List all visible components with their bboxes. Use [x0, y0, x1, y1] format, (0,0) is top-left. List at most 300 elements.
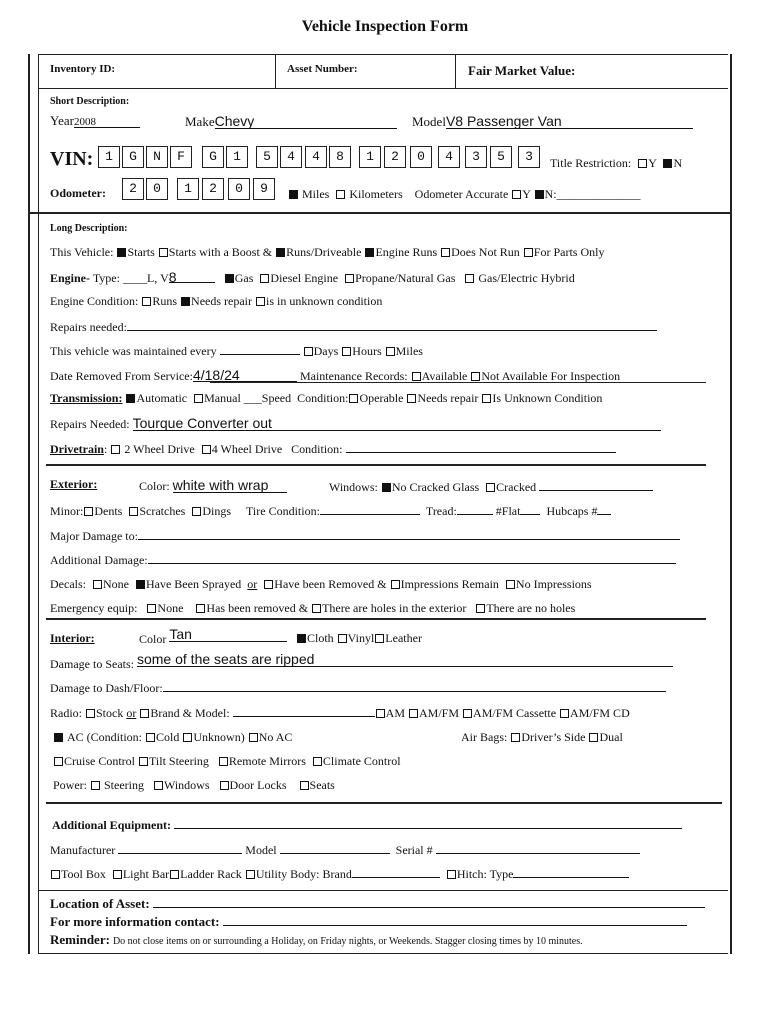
- transmission-repairs-value[interactable]: Tourque Converter out: [133, 415, 661, 431]
- transmission-repairs-row: [50, 415, 661, 432]
- vin-char-box[interactable]: 5: [490, 146, 512, 168]
- engine-runs-checkbox[interactable]: [365, 248, 374, 257]
- transmission-needs-repair-label: Needs repair: [417, 391, 479, 405]
- days-label: Days: [313, 344, 339, 358]
- dual-checkbox[interactable]: [589, 733, 598, 742]
- no-ac-label: No AC: [258, 730, 293, 744]
- cloth-checkbox[interactable]: [297, 634, 306, 643]
- damage-seats-label: Damage to Seats:: [50, 657, 134, 671]
- cruise-control-label: Cruise Control: [64, 754, 135, 768]
- hitch-label: Hitch: Type: [456, 867, 514, 881]
- transmission-needs-repair-checkbox[interactable]: [407, 394, 416, 403]
- hours-checkbox[interactable]: [342, 347, 351, 356]
- does-not-run-label: Does Not Run: [451, 245, 520, 259]
- tire-condition-label: Tire Condition:: [246, 504, 320, 518]
- interior-color-field: [139, 626, 287, 646]
- decals-label: Decals:: [50, 577, 86, 591]
- amfm-checkbox[interactable]: [409, 709, 418, 718]
- no-cracked-glass-label: No Cracked Glass: [391, 480, 480, 494]
- ac-unknown-checkbox[interactable]: [183, 733, 192, 742]
- vin-char-box[interactable]: 4: [438, 146, 460, 168]
- engine-condition-label: Engine Condition:: [50, 294, 139, 308]
- ac-unknown-label: Unknown): [193, 730, 245, 744]
- no-ac-checkbox[interactable]: [249, 733, 258, 742]
- this-vehicle-row: [50, 245, 604, 260]
- remote-mirrors-checkbox[interactable]: [219, 757, 228, 766]
- starts-boost-checkbox[interactable]: [159, 248, 168, 257]
- repairs-needed-row: [50, 319, 657, 335]
- interior-label: Interior:: [50, 631, 95, 645]
- additional-equipment-row: [52, 817, 682, 833]
- asset-number-label: Asset Number:: [287, 63, 358, 75]
- radio-brand-checkbox[interactable]: [140, 709, 149, 718]
- holes-checkbox[interactable]: [312, 604, 321, 613]
- interior-label-wrap: [50, 631, 95, 646]
- equipment-model-field[interactable]: [280, 842, 390, 854]
- short-description-label: Short Description:: [50, 96, 130, 107]
- records-available-checkbox[interactable]: [412, 372, 421, 381]
- hubcaps-label: Hubcaps #: [546, 504, 598, 518]
- four-wheel-drive-checkbox[interactable]: [202, 445, 211, 454]
- vin-char-box[interactable]: G: [202, 146, 224, 168]
- impressions-remain-label: Impressions Remain: [400, 577, 499, 591]
- decals-removed-label: Have been Removed &: [274, 577, 387, 591]
- starts-checkbox[interactable]: [117, 248, 126, 257]
- ac-row: [53, 730, 292, 745]
- windows-field: [329, 479, 653, 495]
- model-label: Model: [412, 114, 446, 129]
- engine-condition-row: [50, 294, 382, 309]
- power-windows-label: Windows: [164, 778, 210, 792]
- four-wheel-drive-label: 4 Wheel Drive: [211, 442, 283, 456]
- engine-label: Engine-: [50, 271, 91, 285]
- ac-cold-label: Cold: [156, 730, 180, 744]
- no-impressions-checkbox[interactable]: [506, 580, 515, 589]
- miles-label: Miles: [302, 187, 330, 201]
- damage-dash-field[interactable]: [163, 680, 666, 692]
- power-windows-checkbox[interactable]: [154, 781, 163, 790]
- ac-label: AC (Condition:: [67, 730, 143, 744]
- divider: [38, 54, 728, 55]
- divider: [46, 618, 706, 620]
- decals-sprayed-label: Have Been Sprayed: [145, 577, 242, 591]
- automatic-label: Automatic: [136, 391, 188, 405]
- vinyl-label: Vinyl: [347, 631, 375, 645]
- radio-brand-label: Brand & Model:: [150, 706, 230, 720]
- vin-char-box[interactable]: 0: [410, 146, 432, 168]
- odometer-digit-box[interactable]: 2: [122, 178, 144, 200]
- contact-field[interactable]: [223, 914, 687, 926]
- transmission-repairs-label: Repairs Needed:: [50, 417, 130, 431]
- records-not-available-label: Not Available For Inspection: [481, 369, 621, 383]
- utility-brand-field[interactable]: [352, 866, 440, 878]
- engine-runs-label: Engine Runs: [375, 245, 438, 259]
- vin-label: VIN:: [50, 148, 94, 170]
- long-description-label: Long Description:: [50, 223, 128, 234]
- location-label: Location of Asset:: [50, 896, 150, 911]
- maint-miles-label: Miles: [395, 344, 423, 358]
- reminder-label: Reminder:: [50, 932, 110, 947]
- scratches-label: Scratches: [139, 504, 186, 518]
- hybrid-checkbox[interactable]: [465, 274, 474, 283]
- vin-char-box[interactable]: 8: [329, 146, 351, 168]
- leather-checkbox[interactable]: [375, 634, 384, 643]
- propane-checkbox[interactable]: [345, 274, 354, 283]
- year-field[interactable]: [50, 113, 140, 129]
- upholstery-options: [296, 631, 422, 646]
- records-available-label: Available: [421, 369, 468, 383]
- starts-boost-label: Starts with a Boost &: [168, 245, 273, 259]
- emergency-row: [50, 601, 575, 616]
- vin-char-box[interactable]: G: [122, 146, 144, 168]
- kilometers-checkbox[interactable]: [336, 190, 345, 199]
- year-label: Year: [50, 113, 74, 128]
- no-holes-checkbox[interactable]: [476, 604, 485, 613]
- title-restriction: [550, 156, 682, 171]
- interior-color-value[interactable]: Tan: [169, 626, 287, 642]
- features-row: [53, 754, 401, 769]
- exterior-color-field: [139, 477, 287, 494]
- divider: [210, 382, 706, 383]
- dual-label: Dual: [599, 730, 623, 744]
- kilometers-label: Kilometers: [349, 187, 403, 201]
- decals-row: [50, 577, 592, 592]
- miles-checkbox[interactable]: [289, 190, 298, 199]
- records-not-available-checkbox[interactable]: [471, 372, 480, 381]
- equipment-model-label: Model: [245, 843, 277, 857]
- vinyl-checkbox[interactable]: [338, 634, 347, 643]
- vin-char-box[interactable]: 1: [226, 146, 248, 168]
- hitch-type-field[interactable]: [513, 866, 629, 878]
- drivers-side-label: Driver’s Side: [521, 730, 586, 744]
- minor-row: [50, 503, 611, 519]
- title-restriction-n-checkbox[interactable]: [663, 159, 672, 168]
- impressions-remain-checkbox[interactable]: [391, 580, 400, 589]
- damage-dash-label: Damage to Dash/Floor:: [50, 681, 163, 695]
- odometer-label: Odometer:: [50, 186, 106, 200]
- decals-removed-checkbox[interactable]: [264, 580, 273, 589]
- divider: [38, 953, 728, 954]
- power-seats-label: Seats: [309, 778, 335, 792]
- transmission-row: [50, 391, 602, 406]
- damage-seats-value[interactable]: some of the seats are ripped: [137, 651, 673, 667]
- no-impressions-label: No Impressions: [515, 577, 592, 591]
- fair-market-value-label: Fair Market Value:: [468, 63, 576, 78]
- model-value[interactable]: V8 Passenger Van: [446, 113, 693, 129]
- tire-condition-field[interactable]: [320, 503, 420, 515]
- engine-type-label: Type: ____L, V: [92, 271, 169, 285]
- odometer-accurate-label: Odometer Accurate: [414, 187, 509, 201]
- needs-repair-checkbox[interactable]: [181, 297, 190, 306]
- propane-label: Propane/Natural Gas: [355, 271, 456, 285]
- make-label: Make: [185, 114, 215, 129]
- no-holes-label: There are no holes: [486, 601, 576, 615]
- emergency-none-label: None: [157, 601, 184, 615]
- toolbox-label: Tool Box: [61, 867, 106, 881]
- maintained-label: This vehicle was maintained every: [50, 344, 217, 358]
- unknown-condition-label: is in unknown condition: [266, 294, 383, 308]
- vin-char-box[interactable]: 5: [256, 146, 278, 168]
- divider: [455, 54, 456, 88]
- odometer-digit-box[interactable]: 1: [177, 178, 199, 200]
- repairs-needed-label: Repairs needed:: [50, 320, 127, 334]
- vin-char-box[interactable]: 3: [465, 146, 487, 168]
- cruise-control-checkbox[interactable]: [54, 757, 63, 766]
- odometer-digit-box[interactable]: 9: [253, 178, 275, 200]
- two-wheel-drive-checkbox[interactable]: [111, 445, 120, 454]
- holes-label: There are holes in the exterior: [322, 601, 467, 615]
- amfm-cassette-label: AM/FM Cassette: [473, 706, 557, 720]
- decals-sprayed-checkbox[interactable]: [136, 580, 145, 589]
- manufacturer-row: [50, 842, 640, 858]
- manufacturer-label: Manufacturer: [50, 843, 116, 857]
- odometer-digit-box[interactable]: 0: [146, 178, 168, 200]
- serial-field[interactable]: [436, 842, 640, 854]
- maintained-row: [50, 343, 423, 359]
- operable-checkbox[interactable]: [349, 394, 358, 403]
- leather-label: Leather: [385, 631, 422, 645]
- divider: [38, 890, 728, 891]
- climate-control-checkbox[interactable]: [313, 757, 322, 766]
- odometer-accurate-n-label: N:______________: [544, 187, 641, 201]
- runs-driveable-label: Runs/Driveable: [286, 245, 362, 259]
- hours-label: Hours: [352, 344, 382, 358]
- drivetrain-condition-label: Condition:: [291, 442, 343, 456]
- major-damage-label: Major Damage to:: [50, 529, 138, 543]
- starts-label: Starts: [127, 245, 155, 259]
- make-value[interactable]: Chevy: [215, 113, 397, 129]
- lightbar-checkbox[interactable]: [113, 870, 122, 879]
- airbags-row: [461, 730, 623, 745]
- date-removed-label: Date Removed From Service:: [50, 369, 193, 383]
- divider: [38, 88, 728, 89]
- drivetrain-row: Drivetrain: 2 Wheel Drive 4 Wheel Drive Condition:: [50, 441, 616, 457]
- dents-checkbox[interactable]: [84, 507, 93, 516]
- power-label: Power:: [53, 778, 87, 792]
- exterior-row: [50, 477, 97, 492]
- divider: [46, 464, 706, 466]
- amfm-cd-checkbox[interactable]: [560, 709, 569, 718]
- vin-char-box[interactable]: 4: [305, 146, 327, 168]
- date-removed-value[interactable]: 4/18/24: [193, 367, 297, 382]
- major-damage-field[interactable]: [138, 528, 680, 540]
- model-field[interactable]: [412, 113, 693, 130]
- additional-damage-field[interactable]: [148, 552, 676, 564]
- automatic-checkbox[interactable]: [126, 394, 135, 403]
- flat-field[interactable]: [520, 503, 540, 515]
- serial-label: Serial #: [395, 843, 433, 857]
- reminder-text: Do not close items on or surrounding a Holiday, on Friday nights, or Weekends. Stagger closing times by 10 minutes.: [112, 936, 583, 947]
- lightbar-label: Light Bar: [122, 867, 170, 881]
- location-field[interactable]: [153, 896, 705, 908]
- transmission-label: Transmission:: [50, 391, 123, 405]
- major-damage-row: [50, 528, 680, 544]
- transmission-condition-label: Condition:: [297, 391, 349, 405]
- ladder-rack-checkbox[interactable]: [170, 870, 179, 879]
- door-locks-checkbox[interactable]: [220, 781, 229, 790]
- for-parts-checkbox[interactable]: [524, 248, 533, 257]
- diesel-checkbox[interactable]: [260, 274, 269, 283]
- decals-none-checkbox[interactable]: [93, 580, 102, 589]
- radio-brand-field[interactable]: [233, 705, 375, 717]
- power-seats-checkbox[interactable]: [300, 781, 309, 790]
- hubcaps-field[interactable]: [597, 503, 611, 515]
- vin-char-box[interactable]: 3: [518, 146, 540, 168]
- gas-checkbox[interactable]: [225, 274, 234, 283]
- radio-stock-checkbox[interactable]: [86, 709, 95, 718]
- vin-char-box[interactable]: N: [146, 146, 168, 168]
- tread-label: Tread:: [425, 504, 457, 518]
- cracked-field[interactable]: [539, 479, 653, 491]
- tread-field[interactable]: [457, 503, 493, 515]
- additional-damage-row: [50, 552, 676, 568]
- radio-label: Radio:: [50, 706, 82, 720]
- decals-or-label: or: [247, 577, 258, 591]
- divider: [275, 54, 276, 88]
- inventory-id-label: Inventory ID:: [50, 63, 116, 75]
- amfm-cd-label: AM/FM CD: [570, 706, 630, 720]
- drivetrain-label: Drivetrain: [50, 442, 104, 456]
- utility-body-label: Utility Body: Brand: [255, 867, 352, 881]
- for-parts-label: For Parts Only: [533, 245, 605, 259]
- damage-seats-row: [50, 651, 673, 671]
- hybrid-label: Gas/Electric Hybrid: [478, 271, 575, 285]
- door-locks-label: Door Locks: [229, 778, 287, 792]
- title-restriction-y-label: Y: [648, 156, 657, 170]
- climate-control-label: Climate Control: [322, 754, 401, 768]
- power-steering-checkbox[interactable]: [91, 781, 100, 790]
- odometer-accurate-y-label: Y: [522, 187, 531, 201]
- airbags-label: Air Bags:: [461, 730, 508, 744]
- exterior-color-value[interactable]: white with wrap: [173, 477, 287, 493]
- radio-stock-label: Stock: [96, 706, 124, 720]
- contact-row: [50, 914, 687, 930]
- unknown-condition-checkbox[interactable]: [256, 297, 265, 306]
- reminder-row: [50, 932, 583, 948]
- equipment-options-row: [50, 866, 629, 882]
- days-checkbox[interactable]: [304, 347, 313, 356]
- additional-equipment-field[interactable]: [174, 817, 682, 829]
- radio-row: [50, 705, 630, 721]
- utility-body-checkbox[interactable]: [246, 870, 255, 879]
- additional-equipment-label: Additional Equipment:: [52, 818, 172, 832]
- title-restriction-label: Title Restriction:: [550, 156, 632, 170]
- location-row: [50, 896, 705, 912]
- maint-miles-checkbox[interactable]: [386, 347, 395, 356]
- ladder-rack-label: Ladder Rack: [180, 867, 242, 881]
- dents-label: Dents: [94, 504, 123, 518]
- interior-color-label: Color: [139, 632, 167, 646]
- vin-char-box[interactable]: 2: [384, 146, 406, 168]
- runs-driveable-checkbox[interactable]: [276, 248, 285, 257]
- contact-label: For more information contact:: [50, 914, 220, 929]
- gas-label: Gas: [234, 271, 254, 285]
- tilt-steering-label: Tilt Steering: [149, 754, 209, 768]
- cloth-label: Cloth: [307, 631, 334, 645]
- engine-runs-condition-label: Runs: [152, 294, 178, 308]
- radio-or-label: or: [126, 706, 137, 720]
- transmission-unknown-label: Is Unknown Condition: [492, 391, 603, 405]
- manual-label: Manual ___Speed: [204, 391, 292, 405]
- odometer-options: [288, 187, 641, 202]
- manual-checkbox[interactable]: [194, 394, 203, 403]
- transmission-unknown-checkbox[interactable]: [482, 394, 491, 403]
- maintenance-records-label: Maintenance Records:: [299, 369, 408, 383]
- engine-row: [50, 269, 575, 286]
- does-not-run-checkbox[interactable]: [441, 248, 450, 257]
- engine-runs-condition-checkbox[interactable]: [142, 297, 151, 306]
- toolbox-checkbox[interactable]: [51, 870, 60, 879]
- ac-cold-checkbox[interactable]: [146, 733, 155, 742]
- remote-mirrors-label: Remote Mirrors: [228, 754, 306, 768]
- power-row: [53, 778, 335, 793]
- odometer-digit-box[interactable]: 2: [202, 178, 224, 200]
- needs-repair-label: Needs repair: [191, 294, 252, 308]
- amfm-label: AM/FM: [419, 706, 460, 720]
- damage-dash-row: [50, 680, 666, 696]
- two-wheel-drive-label: 2 Wheel Drive: [124, 442, 195, 456]
- cracked-checkbox[interactable]: [486, 483, 495, 492]
- maintained-interval-field[interactable]: [220, 343, 300, 355]
- am-checkbox[interactable]: [376, 709, 385, 718]
- additional-damage-label: Additional Damage:: [50, 553, 148, 567]
- this-vehicle-label: This Vehicle:: [50, 245, 114, 259]
- decals-none-label: None: [102, 577, 129, 591]
- hitch-checkbox[interactable]: [447, 870, 456, 879]
- tilt-steering-checkbox[interactable]: [139, 757, 148, 766]
- exterior-label: Exterior:: [50, 477, 98, 491]
- no-cracked-glass-checkbox[interactable]: [382, 483, 391, 492]
- divider: [46, 802, 722, 804]
- odometer-digit-box[interactable]: 0: [228, 178, 250, 200]
- year-value[interactable]: 2008: [74, 116, 140, 128]
- emergency-label: Emergency equip:: [50, 601, 138, 615]
- dings-checkbox[interactable]: [192, 507, 201, 516]
- ac-checkbox[interactable]: [54, 733, 63, 742]
- vin-char-box[interactable]: 1: [359, 146, 381, 168]
- odometer-accurate-n-checkbox[interactable]: [535, 190, 544, 199]
- title-restriction-n-label: N: [673, 156, 683, 170]
- title-restriction-y-checkbox[interactable]: [638, 159, 647, 168]
- diesel-label: Diesel Engine: [270, 271, 339, 285]
- drivers-side-checkbox[interactable]: [511, 733, 520, 742]
- windows-label: Windows:: [329, 480, 378, 494]
- vin-char-box[interactable]: 1: [98, 146, 120, 168]
- repairs-needed-field[interactable]: [127, 319, 657, 331]
- emergency-none-checkbox[interactable]: [147, 604, 156, 613]
- drivetrain-condition-field[interactable]: [346, 441, 616, 453]
- amfm-cassette-checkbox[interactable]: [463, 709, 472, 718]
- operable-label: Operable: [359, 391, 404, 405]
- emergency-removed-label: Has been removed &: [206, 601, 309, 615]
- scratches-checkbox[interactable]: [129, 507, 138, 516]
- cracked-label: Cracked: [496, 480, 537, 494]
- manufacturer-field[interactable]: [118, 842, 242, 854]
- form-title: Vehicle Inspection Form: [301, 18, 469, 35]
- minor-label: Minor:: [50, 504, 84, 518]
- odometer-accurate-y-checkbox[interactable]: [512, 190, 521, 199]
- vin-char-box[interactable]: F: [170, 146, 192, 168]
- dings-label: Dings: [202, 504, 231, 518]
- emergency-removed-checkbox[interactable]: [196, 604, 205, 613]
- power-steering-label: Steering: [104, 778, 144, 792]
- flat-label: #Flat: [495, 504, 521, 518]
- vin-char-box[interactable]: 4: [280, 146, 302, 168]
- exterior-color-label: Color:: [139, 479, 170, 493]
- engine-v-value[interactable]: 8: [169, 269, 215, 283]
- make-field[interactable]: [185, 113, 397, 130]
- am-label: AM: [385, 706, 406, 720]
